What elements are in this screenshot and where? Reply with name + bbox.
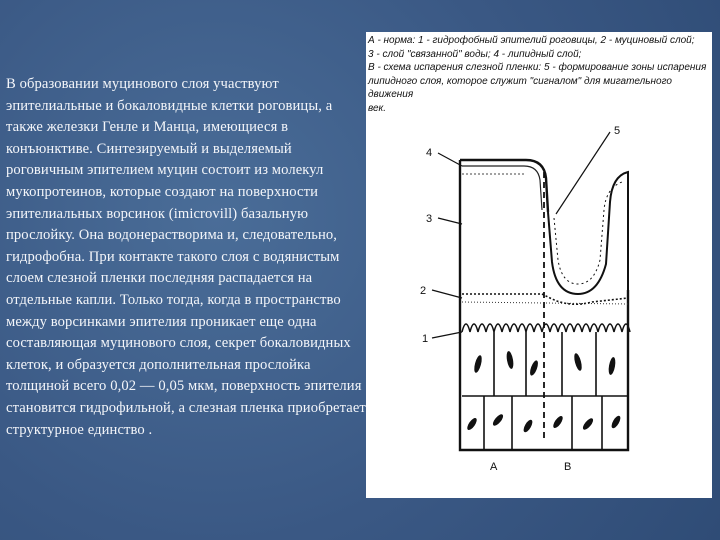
water-layer-surface bbox=[548, 172, 628, 294]
label-4: 4 bbox=[426, 147, 433, 159]
epithelial-cells bbox=[462, 332, 628, 450]
tear-film-diagram bbox=[366, 32, 712, 498]
tear-film-figure bbox=[366, 32, 712, 498]
label-leaders bbox=[432, 132, 610, 338]
lipid-layer bbox=[462, 166, 542, 210]
label-2: 2 bbox=[420, 285, 427, 297]
label-5: 5 bbox=[614, 125, 621, 137]
caption-line: липидного слоя, которое служит "сигналом" для мигательного движения bbox=[368, 75, 672, 101]
label-b: В bbox=[564, 461, 572, 473]
mucin-layer bbox=[462, 294, 628, 304]
body-text bbox=[6, 74, 368, 441]
caption-line: век. bbox=[368, 102, 387, 114]
label-a: А bbox=[490, 461, 498, 473]
epithelium-microvilli bbox=[462, 324, 630, 332]
label-1: 1 bbox=[422, 333, 429, 345]
caption-line: 3 - слой "связанной" воды; 4 - липидный слой; bbox=[368, 48, 582, 60]
body-paragraph: В образовании муцинового слоя участвуют эпителиальные и бокаловидные клетки роговицы, а также железки Генле и Манца, имеющиеся в конъюнктиве. Синтезируемый и выделяемый роговичным эпителием муцин состоит из молекул мукопротеинов, которые создают на поверхности эпителиальных ворсинок (imicrovill) базальную прослойку. Она водонерастворима и, следовательно, гидрофобна. При контакте такого слоя с водянистым слоем слезной пленки последняя распадается на отдельные капли. Только тогда, когда в пространство между ворсинками эпителия проникает еще одна составляющая муцинового слоя, секрет бокаловидных клеток, и образуется дополнительная прослойка толщиной всего 0,02 — 0,05 мкм, поверхность эпителия становится гидрофильной, а слезная пленка приобретает структурное единство . bbox=[6, 76, 366, 438]
caption-line: В - схема испарения слезной пленки: 5 - формирование зоны испарения bbox=[368, 62, 707, 74]
caption-line: А - норма: 1 - гидрофобный эпителий роговицы, 2 - муциновый слой; bbox=[368, 35, 695, 46]
label-3: 3 bbox=[426, 213, 433, 225]
